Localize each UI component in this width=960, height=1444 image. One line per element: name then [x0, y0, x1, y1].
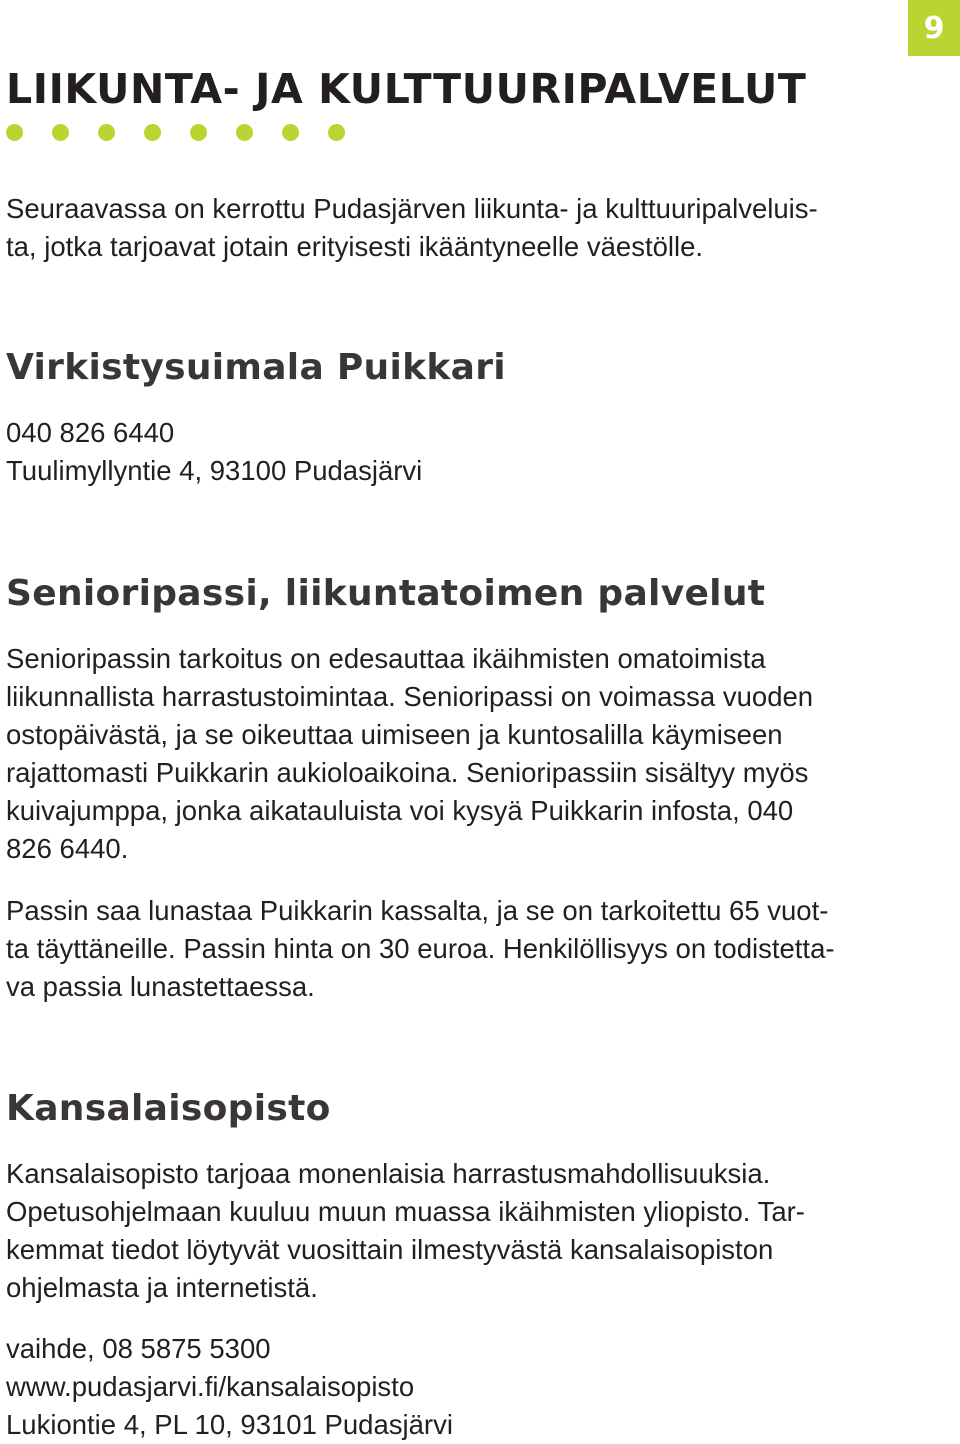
senioripassi-paragraph-2: [6, 892, 954, 1006]
kansalaisopisto-phone: vaihde, 08 5875 5300: [6, 1333, 271, 1364]
dot-icon: [282, 124, 299, 141]
intro-line: Seuraavassa on kerrottu Pudasjärven liikunta- ja kulttuuripalveluis-: [6, 193, 818, 224]
paragraph-line: Passin saa lunastaa Puikkarin kassalta, ja se on tarkoitettu 65 vuot-: [6, 895, 829, 926]
kansalaisopisto-paragraph: [6, 1155, 954, 1307]
intro-line: ta, jotka tarjoavat jotain erityisesti ikääntyneelle väestölle.: [6, 231, 704, 262]
puikkari-phone: 040 826 6440: [6, 417, 175, 448]
dot-icon: [98, 124, 115, 141]
kansalaisopisto-address: Lukiontie 4, PL 10, 93101 Pudasjärvi: [6, 1409, 453, 1440]
paragraph-line: liikunnallista harrastustoimintaa. Senioripassi on voimassa vuoden: [6, 681, 814, 712]
dot-icon: [144, 124, 161, 141]
kansalaisopisto-heading: Kansalaisopisto: [6, 1088, 331, 1129]
paragraph-line: Opetusohjelmaan kuuluu muun muassa ikäihmisten yliopisto. Tar-: [6, 1196, 805, 1227]
dot-icon: [236, 124, 253, 141]
dot-icon: [328, 124, 345, 141]
paragraph-line: ostopäivästä, ja se oikeuttaa uimiseen ja kuntosalilla käymiseen: [6, 719, 783, 750]
senioripassi-heading: Senioripassi, liikuntatoimen palvelut: [6, 573, 766, 614]
paragraph-line: Senioripassin tarkoitus on edesauttaa ikäihmisten omatoimista: [6, 643, 766, 674]
dot-icon: [6, 124, 23, 141]
paragraph-line: 826 6440.: [6, 833, 129, 864]
kansalaisopisto-contact: [6, 1330, 954, 1444]
page-number: 9: [923, 10, 945, 46]
paragraph-line: ta täyttäneille. Passin hinta on 30 euroa. Henkilöllisyys on todistetta-: [6, 933, 835, 964]
dot-icon: [190, 124, 207, 141]
senioripassi-paragraph-1: [6, 640, 954, 868]
paragraph-line: kuivajumppa, jonka aikatauluista voi kysyä Puikkarin infosta, 040: [6, 795, 794, 826]
intro-paragraph: [6, 190, 954, 266]
puikkari-heading: Virkistysuimala Puikkari: [6, 347, 506, 388]
paragraph-line: ohjelmasta ja internetistä.: [6, 1272, 318, 1303]
page-number-badge: [908, 0, 960, 56]
paragraph-line: kemmat tiedot löytyvät vuosittain ilmestyvästä kansalaisopiston: [6, 1234, 774, 1265]
paragraph-line: Kansalaisopisto tarjoaa monenlaisia harrastusmahdollisuuksia.: [6, 1158, 771, 1189]
decorative-dot-row: [6, 124, 345, 141]
paragraph-line: va passia lunastettaessa.: [6, 971, 315, 1002]
puikkari-contact: [6, 414, 954, 490]
page-title: LIIKUNTA- JA KULTTUURIPALVELUT: [6, 65, 807, 113]
puikkari-address: Tuulimyllyntie 4, 93100 Pudasjärvi: [6, 455, 423, 486]
dot-icon: [52, 124, 69, 141]
kansalaisopisto-website-link[interactable]: www.pudasjarvi.fi/kansalaisopisto: [6, 1371, 415, 1402]
paragraph-line: rajattomasti Puikkarin aukioloaikoina. Senioripassiin sisältyy myös: [6, 757, 809, 788]
